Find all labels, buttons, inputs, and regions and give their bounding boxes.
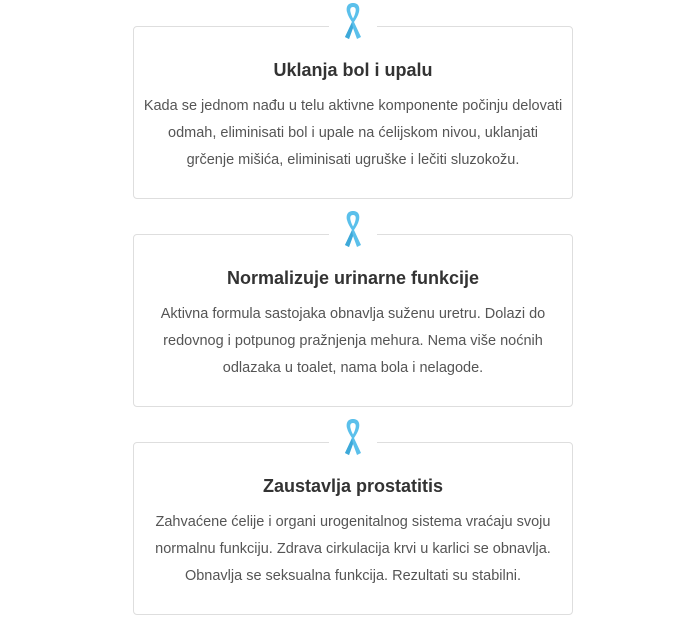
awareness-ribbon-icon xyxy=(329,209,377,253)
awareness-ribbon-icon xyxy=(329,1,377,45)
benefit-card xyxy=(133,442,573,615)
awareness-ribbon-icon xyxy=(329,417,377,461)
card-description: Kada se jednom nađu u telu aktivne komponente počinju delovati odmah, eliminisati bol i upale na ćelijskom nivou, uklanjati grčenje mišića, eliminisati ugruške i lečiti sluzokožu. xyxy=(143,98,563,168)
benefit-card xyxy=(133,234,573,407)
card-title: Uklanja bol i upalu xyxy=(273,60,433,80)
benefit-card xyxy=(133,26,573,199)
card-description: Aktivna formula sastojaka obnavlja suženu uretru. Dolazi do redovnog i potpunog pražnjenja mehura. Nema više noćnih odlazaka u toalet, nama bola i nelagode. xyxy=(160,306,546,376)
card-description: Zahvaćene ćelije i organi urogenitalnog sistema vraćaju svoju normalnu funkciju. Zdrava cirkulacija krvi u karlici se obnavlja. Obnavlja se seksualna funkcija. Rezultati su stabilni. xyxy=(155,514,551,584)
card-title: Zaustavlja prostatitis xyxy=(262,476,444,496)
card-title: Normalizuje urinarne funkcije xyxy=(226,268,480,288)
